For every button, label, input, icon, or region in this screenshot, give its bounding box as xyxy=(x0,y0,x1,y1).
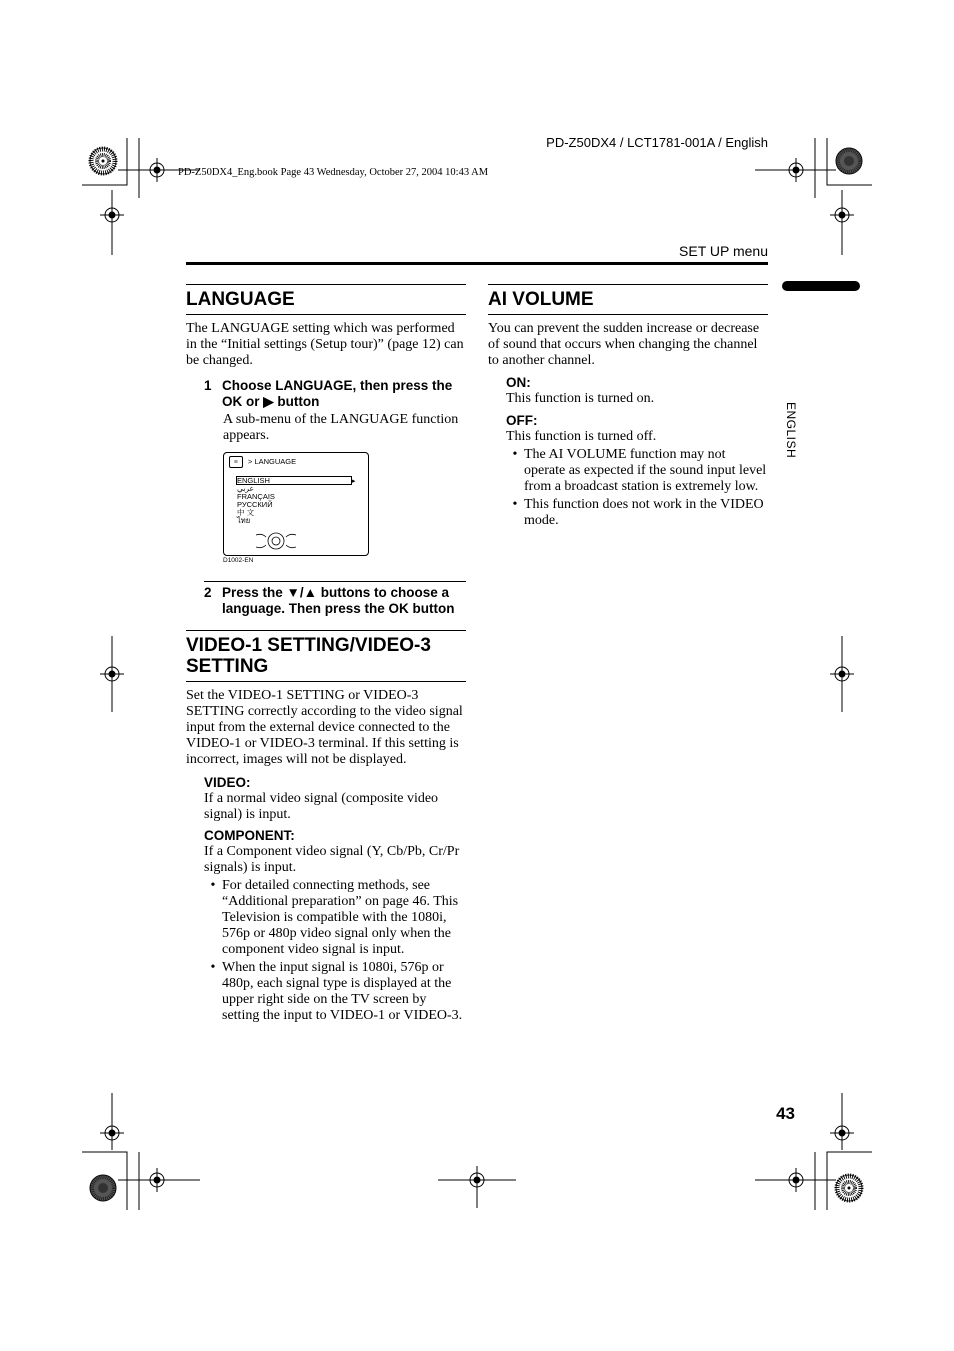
list-item-text: This function does not work in the VIDEO mode. xyxy=(524,497,764,528)
screen-language-item: ENGLISH xyxy=(237,476,270,485)
left-column xyxy=(186,284,466,1024)
component-option xyxy=(204,828,466,876)
ai-volume-intro: You can prevent the sudden increase or decrease of sound that occurs when changing the channel to another channel. xyxy=(488,321,760,368)
bullet-icon: • xyxy=(512,447,518,462)
language-intro: The LANGUAGE setting which was performed in the “Initial settings (Setup tour)” (page 12) can be changed. xyxy=(186,321,464,368)
list-item xyxy=(506,497,768,529)
header-rule xyxy=(186,262,768,265)
step-text: Press the ▼/▲ buttons to choose a language. Then press the OK button xyxy=(222,585,455,616)
step-text: Choose LANGUAGE, then press the OK or ▶ button xyxy=(222,378,453,409)
component-description: If a Component video signal (Y, Cb/Pb, Cr/Pr signals) is input. xyxy=(204,844,460,875)
screen-language-item: FRANÇAIS xyxy=(237,492,275,501)
list-item-text: The AI VOLUME function may not operate as expected if the sound input level from a broadcast station is extremely low. xyxy=(524,447,767,494)
list-item-text: When the input signal is 1080i, 576p or 480p, each signal type is displayed at the upper right side on the TV screen by setting the input to VIDEO-1 or VIDEO-3. xyxy=(222,960,463,1023)
video-option xyxy=(204,775,466,823)
language-step-1 xyxy=(204,378,466,410)
running-header: SET UP menu xyxy=(679,243,768,259)
screen-title: > LANGUAGE xyxy=(248,457,297,466)
ai-volume-notes xyxy=(506,447,768,529)
on-option xyxy=(506,375,768,407)
video-setting-heading: VIDEO-1 SETTING/VIDEO-3 SETTING xyxy=(186,630,466,682)
ai-volume-heading: AI VOLUME xyxy=(488,284,768,315)
right-arrow-icon: ▸ xyxy=(352,477,356,485)
on-label: ON: xyxy=(506,375,531,390)
off-option xyxy=(506,413,768,445)
on-description: This function is turned on. xyxy=(506,391,655,406)
language-heading: LANGUAGE xyxy=(186,284,466,315)
bullet-icon: • xyxy=(210,960,216,975)
video-setting-notes xyxy=(204,878,466,1024)
figure-code: D1002-EN xyxy=(223,557,254,564)
list-item-text: For detailed connecting methods, see “Additional preparation” on page 46. This Television is compatible with the 1080i, 576p or 480p video signal only when the component video signal is input. xyxy=(222,878,459,957)
language-step-1-note: A sub-menu of the LANGUAGE function appears. xyxy=(223,412,459,443)
language-step-2 xyxy=(204,585,466,617)
off-description: This function is turned off. xyxy=(506,429,657,444)
joystick-icon xyxy=(254,531,298,556)
step-number: 2 xyxy=(204,585,212,600)
side-tab-marker xyxy=(782,281,860,291)
language-menu-screen xyxy=(223,452,369,556)
video-description: If a normal video signal (composite video signal) is input. xyxy=(204,791,439,822)
step-number: 1 xyxy=(204,378,212,393)
screen-language-item: ไทย xyxy=(237,516,251,525)
off-label: OFF: xyxy=(506,413,538,428)
list-item xyxy=(204,960,466,1024)
list-item xyxy=(506,447,768,495)
right-column xyxy=(488,284,768,529)
document-id: PD-Z50DX4 / LCT1781-001A / English xyxy=(546,135,768,150)
book-info-line: PD-Z50DX4_Eng.book Page 43 Wednesday, October 27, 2004 10:43 AM xyxy=(178,167,489,178)
list-item xyxy=(204,878,466,958)
component-label: COMPONENT: xyxy=(204,828,295,843)
page-number: 43 xyxy=(776,1104,795,1123)
side-language-label: ENGLISH xyxy=(784,402,798,459)
step-divider xyxy=(204,581,466,582)
screen-language-item: РУССКИЙ xyxy=(237,500,273,509)
bullet-icon: • xyxy=(512,497,518,512)
menu-icon: ≡ xyxy=(229,456,243,468)
video-setting-intro: Set the VIDEO-1 SETTING or VIDEO-3 SETTING correctly according to the video signal input from the external device connected to the VIDEO-1 or VIDEO-3 terminal. If this setting is incorrect, images will not be displayed. xyxy=(186,688,463,767)
screen-language-item: عربي xyxy=(237,484,254,493)
video-label: VIDEO: xyxy=(204,775,251,790)
bullet-icon: • xyxy=(210,878,216,893)
screen-language-item: 中 文 xyxy=(237,508,255,517)
